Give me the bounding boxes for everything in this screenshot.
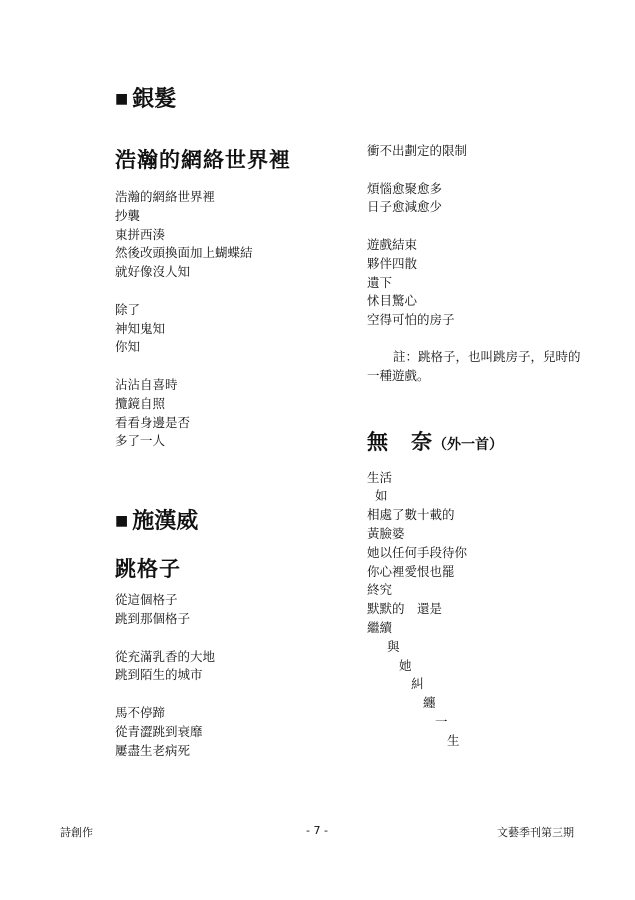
poem-title: 跳格子 — [115, 557, 181, 582]
poem-line: 夥伴四散 — [367, 255, 418, 271]
poem-body-continued — [367, 142, 597, 330]
poem-line: 遊戲結束 — [367, 236, 418, 252]
poem-cascade-char: 一 — [435, 713, 448, 729]
poem-line: 神知鬼知 — [115, 320, 166, 336]
poem-body — [115, 591, 345, 760]
stanza-gap — [115, 282, 345, 301]
poem-line: 終究 — [367, 582, 393, 598]
footer-section-label: 詩創作 — [60, 826, 93, 839]
poem-cascade-char: 生 — [447, 732, 460, 748]
poem-line: 遺下 — [367, 274, 393, 290]
poem-subtitle: （外一首） — [433, 436, 503, 453]
poem-line: 你心裡愛恨也罷 — [367, 563, 455, 579]
poem-line: 相處了數十載的 — [367, 507, 455, 523]
poem-line: 繼續 — [367, 619, 393, 635]
poem-body — [367, 469, 597, 751]
poem-line: 黃臉婆 — [367, 525, 405, 541]
stanza-gap — [115, 685, 345, 704]
poem-line: 怵目驚心 — [367, 293, 418, 309]
poem-title: 浩瀚的網絡世界裡 — [115, 148, 291, 172]
poem-cascade-char: 糾 — [411, 676, 424, 692]
poem-line: 從充滿乳香的大地 — [115, 648, 216, 664]
poem-line: 浩瀚的網絡世界裡 — [115, 189, 216, 204]
stanza-gap — [367, 217, 597, 236]
left-column — [115, 85, 345, 760]
poem-line: 跳到那個格子 — [115, 610, 191, 626]
footer-publication: 文藝季刊第三期 — [497, 826, 574, 839]
author-name: 銀髮 — [132, 87, 177, 112]
author-heading — [115, 85, 345, 113]
poem-note: 註：跳格子，也叫跳房子，兒時的一種遊戲。 — [367, 348, 581, 383]
poem-line: 從這個格子 — [115, 592, 178, 608]
poem-line: 她以任何手段待你 — [367, 544, 468, 560]
poem-line: 如 — [375, 488, 388, 504]
square-bullet-icon: ■ — [115, 513, 129, 530]
square-bullet-icon: ■ — [115, 91, 129, 107]
poem-line: 從青澀跳到衰靡 — [115, 723, 203, 739]
poem-line: 跳到陌生的城市 — [115, 667, 203, 683]
poem-line: 除了 — [115, 301, 141, 317]
poem-line: 生活 — [367, 469, 393, 485]
author-heading — [115, 507, 345, 535]
poem-line: 衝不出劃定的限制 — [367, 143, 468, 158]
poem-cascade-char: 她 — [399, 657, 412, 673]
poem-title: 無 奈（外一首） — [367, 429, 503, 454]
page-number: - 7 - — [306, 824, 328, 837]
poem-line: 然後改頭換面加上蝴蝶結 — [115, 245, 253, 261]
poem-line: 日子愈減愈少 — [367, 199, 443, 215]
poem-cascade-char: 纏 — [423, 695, 436, 711]
author-name: 施漢威 — [132, 509, 199, 535]
poem-line: 馬不停蹄 — [115, 704, 166, 720]
poem-body — [115, 188, 345, 451]
poem-line: 沾沾自喜時 — [115, 376, 178, 392]
poem-line: 多了一人 — [115, 433, 166, 449]
poem-line: 煩惱愈聚愈多 — [367, 180, 443, 196]
stanza-gap — [367, 161, 597, 180]
poem-line: 屢盡生老病死 — [115, 742, 191, 758]
right-column — [367, 142, 597, 751]
poem-cascade-char: 與 — [387, 638, 400, 654]
poem-line: 默默的 還是 — [367, 601, 443, 617]
poem-line: 東拼西湊 — [115, 226, 166, 242]
poem-line: 看看身邊是否 — [115, 414, 191, 430]
poem-line: 空得可怕的房子 — [367, 312, 455, 328]
stanza-gap — [115, 357, 345, 376]
poem-line: 你知 — [115, 339, 141, 355]
poem-line: 攬鏡自照 — [115, 395, 166, 411]
poem-line: 抄襲 — [115, 207, 141, 223]
stanza-gap — [115, 629, 345, 648]
poem-line: 就好像沒人知 — [115, 264, 191, 280]
